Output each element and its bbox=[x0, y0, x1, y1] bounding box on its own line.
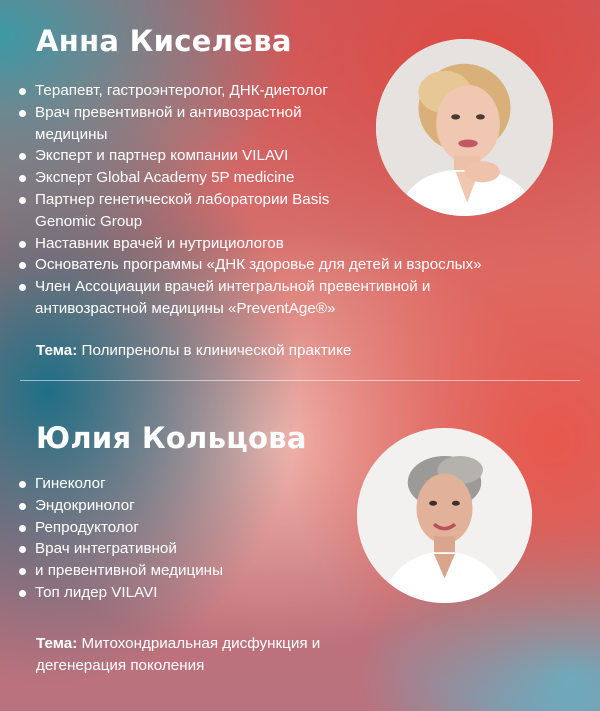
topic-label: Тема: bbox=[36, 635, 78, 652]
list-item: Член Ассоциации врачей интегральной превентивной и антивозрастной медицины «PreventAge®» bbox=[18, 276, 510, 320]
list-item: Партнер генетической лаборатории Basis Genomic Group bbox=[18, 189, 365, 233]
credentials-list bbox=[18, 80, 578, 320]
talk-topic bbox=[36, 340, 351, 362]
list-item: и превентивной медицины bbox=[18, 560, 348, 582]
list-item: Эксперт и партнер компании VILAVI bbox=[18, 145, 578, 167]
topic-text: Полипренолы в клинической практике bbox=[81, 342, 352, 359]
speaker-card-koltsova bbox=[0, 380, 600, 711]
list-item: Врач превентивной и антивозрастной медицины bbox=[18, 102, 365, 146]
speaker-name: Анна Киселева bbox=[36, 24, 292, 58]
list-item: Основатель программы «ДНК здоровье для детей и взрослых» bbox=[18, 254, 578, 276]
speaker-name: Юлия Кольцова bbox=[36, 421, 307, 455]
credentials-list bbox=[18, 473, 348, 604]
speaker-photo bbox=[357, 428, 532, 603]
list-item: Гинеколог bbox=[18, 473, 348, 495]
topic-text: Митохондриальная дисфункция и дегенерация поколения bbox=[36, 635, 321, 674]
list-item: Терапевт, гастроэнтеролог, ДНК-диетолог bbox=[18, 80, 578, 102]
list-item: Репродуктолог bbox=[18, 517, 348, 539]
list-item: Наставник врачей и нутрициологов bbox=[18, 233, 578, 255]
topic-label: Тема: bbox=[36, 342, 78, 359]
list-item: Врач интегративной bbox=[18, 538, 348, 560]
list-item: Топ лидер VILAVI bbox=[18, 582, 348, 604]
portrait-photo-icon bbox=[357, 428, 532, 603]
list-item: Эндокринолог bbox=[18, 495, 348, 517]
talk-topic bbox=[36, 633, 356, 677]
list-item: Эксперт Global Academy 5P medicine bbox=[18, 167, 578, 189]
